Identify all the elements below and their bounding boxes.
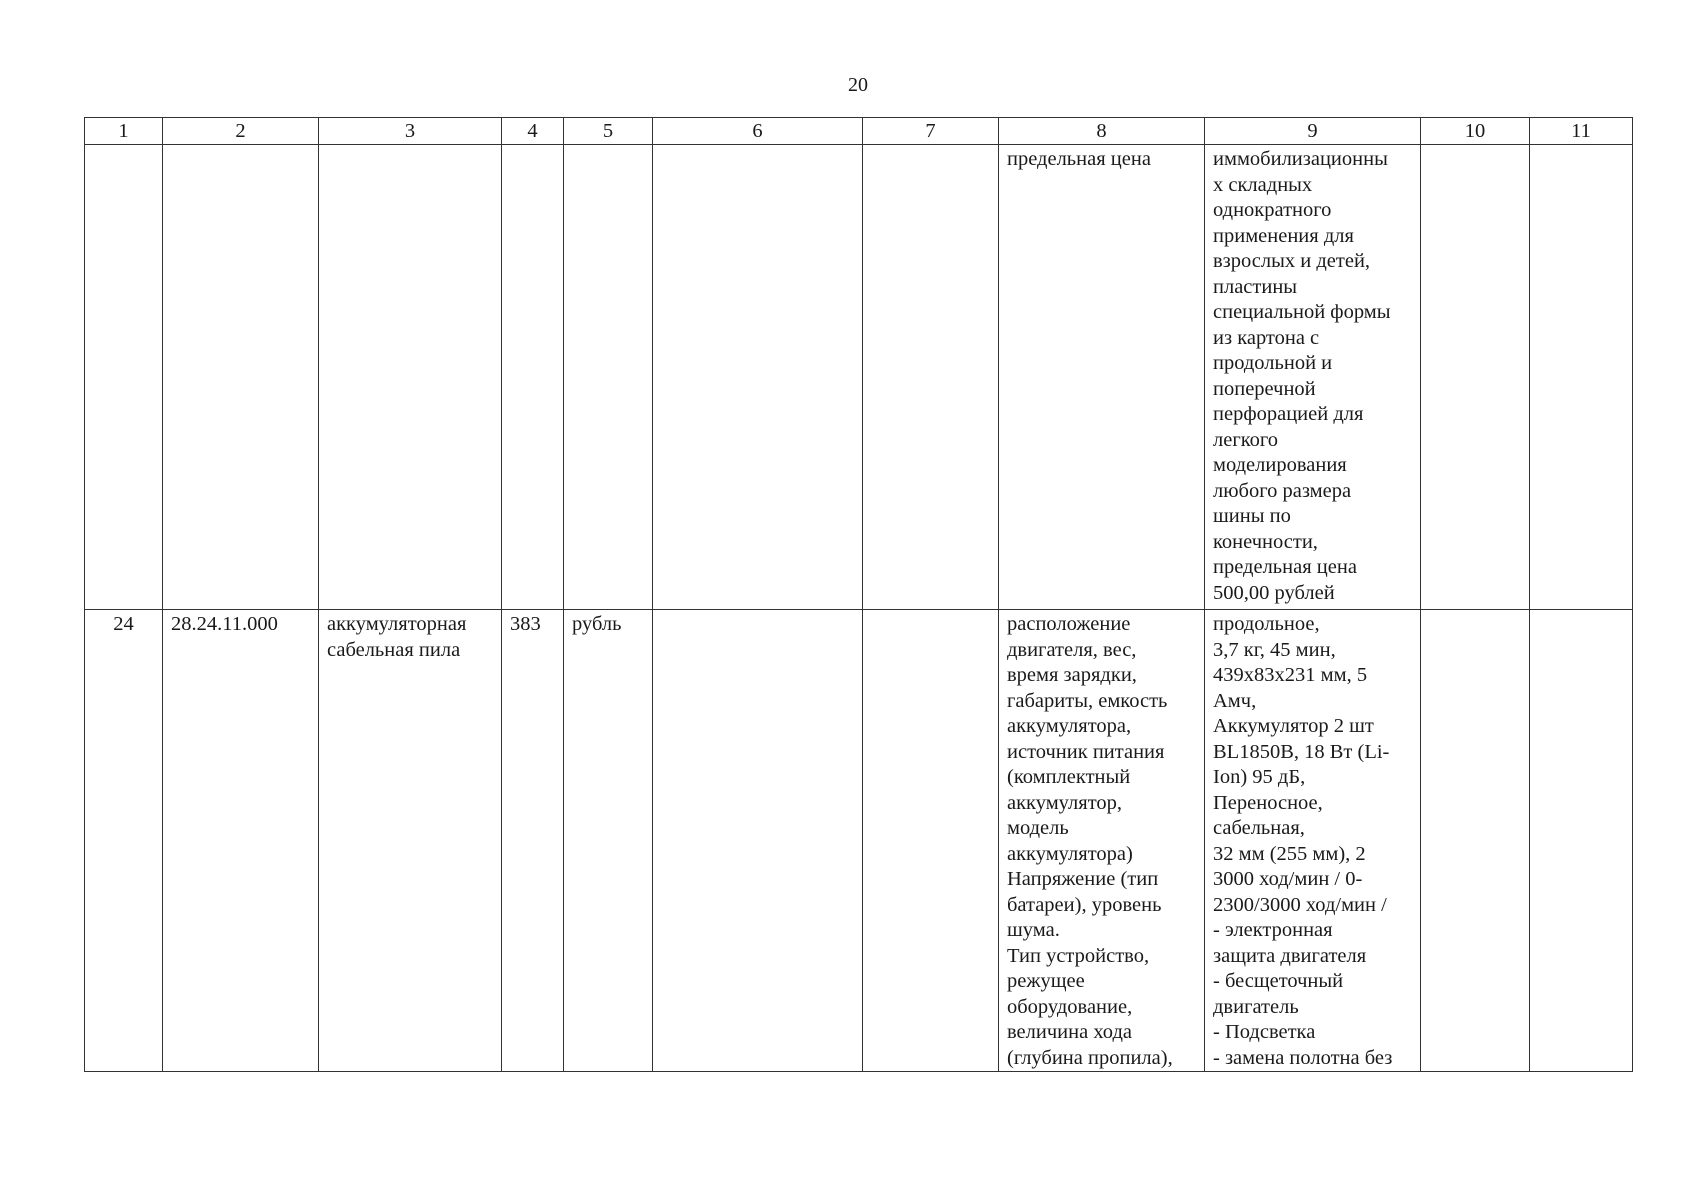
cell-characteristic-values <box>1205 145 1421 610</box>
header-col-5: 5 <box>564 118 653 145</box>
header-col-1: 1 <box>85 118 163 145</box>
text-line: 500,00 рублей <box>1213 581 1335 604</box>
text-line: величина хода <box>1007 1021 1132 1043</box>
cell-col10 <box>1421 610 1530 1072</box>
text-line: специальной формы <box>1213 301 1391 323</box>
specification-table <box>84 117 1633 1072</box>
text-line: пластины <box>1213 275 1298 298</box>
text-line: Амч, <box>1213 689 1257 712</box>
text-line: однократного <box>1213 199 1332 221</box>
header-col-7: 7 <box>863 118 999 145</box>
text-line: шины по <box>1213 505 1291 527</box>
text-line: х складных <box>1213 173 1313 196</box>
cell-code <box>163 145 319 610</box>
header-col-8: 8 <box>999 118 1205 145</box>
text-line: Аккумулятор 2 шт <box>1213 715 1374 737</box>
text-line: сабельная, <box>1213 817 1305 839</box>
text-line: продольной и <box>1213 352 1333 374</box>
text-line: батареи), уровень <box>1007 893 1162 916</box>
header-row <box>85 118 1633 145</box>
cell-row-number <box>85 145 163 610</box>
cell-characteristic-values <box>1205 610 1421 1072</box>
text-line: из картона с <box>1213 326 1320 349</box>
text-line: конечности, <box>1213 530 1318 553</box>
text-line: 32 мм (255 мм), 2 <box>1213 842 1366 865</box>
header-col-9: 9 <box>1205 118 1421 145</box>
text-line: оборудование, <box>1007 995 1133 1018</box>
text-line: применения для <box>1213 224 1354 247</box>
text-line: расположение <box>1007 613 1131 635</box>
text-line: 439x83x231 мм, 5 <box>1213 664 1368 686</box>
text-line: 2300/3000 ход/мин / <box>1213 893 1387 916</box>
cell-col6 <box>653 145 863 610</box>
text-line: Переносное, <box>1213 791 1323 814</box>
text-line: защита двигателя <box>1213 944 1367 967</box>
cell-col10 <box>1421 145 1530 610</box>
cell-col7 <box>863 610 999 1072</box>
text-line: источник питания <box>1007 740 1165 763</box>
text-line: - замена полотна без <box>1213 1046 1393 1069</box>
text-line: (глубина пропила), <box>1007 1046 1173 1069</box>
text-line: предельная цена <box>1007 148 1151 170</box>
cell-unit-code: 383 <box>502 610 564 1072</box>
header-col-10: 10 <box>1421 118 1530 145</box>
cell-characteristics <box>999 610 1205 1072</box>
text-line: любого размера <box>1213 479 1352 502</box>
text-line: (комплектный <box>1007 766 1131 788</box>
header-col-4: 4 <box>502 118 564 145</box>
text-line: аккумулятора, <box>1007 715 1132 737</box>
cell-col11 <box>1530 610 1633 1072</box>
text-line: габариты, емкость <box>1007 689 1168 712</box>
text-line: двигателя, вес, <box>1007 638 1137 661</box>
cell-unit-code <box>502 145 564 610</box>
cell-unit <box>564 145 653 610</box>
text-line: иммобилизационны <box>1213 148 1388 170</box>
text-line: моделирования <box>1213 454 1347 476</box>
cell-characteristics <box>999 145 1205 610</box>
text-line: продольное, <box>1213 613 1320 635</box>
cell-code: 28.24.11.000 <box>163 610 319 1072</box>
text-line: Ion) 95 дБ, <box>1213 766 1306 788</box>
text-line: Напряжение (тип <box>1007 868 1159 890</box>
text-line: - бесщеточный <box>1213 970 1344 992</box>
text-line: предельная цена <box>1213 556 1357 578</box>
text-line: режущее <box>1007 970 1085 992</box>
header-col-6: 6 <box>653 118 863 145</box>
header-col-3: 3 <box>319 118 502 145</box>
text-line: 3,7 кг, 45 мин, <box>1213 638 1336 661</box>
text-line: время зарядки, <box>1007 664 1137 686</box>
cell-col11 <box>1530 145 1633 610</box>
text-line: аккумулятор, <box>1007 791 1123 814</box>
text-line: BL1850B, 18 Вт (Li- <box>1213 740 1390 763</box>
text-line: 3000 ход/мин / 0- <box>1213 868 1363 890</box>
header-col-2: 2 <box>163 118 319 145</box>
text-line: легкого <box>1213 428 1279 451</box>
text-line: сабельная пила <box>327 638 461 661</box>
text-line: перфорацией для <box>1213 403 1364 425</box>
cell-row-number: 24 <box>85 610 163 1072</box>
text-line: - Подсветка <box>1213 1021 1316 1043</box>
table-row-continuation <box>85 145 1633 610</box>
text-line: - электронная <box>1213 919 1333 941</box>
text-line: взрослых и детей, <box>1213 250 1371 272</box>
text-line: аккумуляторная <box>327 613 467 635</box>
cell-col6 <box>653 610 863 1072</box>
table-row-24 <box>85 610 1633 1072</box>
text-line: двигатель <box>1213 995 1299 1018</box>
cell-unit: рубль <box>564 610 653 1072</box>
text-line: шума. <box>1007 919 1060 941</box>
page-number: 20 <box>848 74 868 96</box>
text-line: Тип устройство, <box>1007 944 1150 967</box>
header-col-11: 11 <box>1530 118 1633 145</box>
text-line: поперечной <box>1213 377 1316 400</box>
text-line: аккумулятора) <box>1007 842 1133 865</box>
cell-name <box>319 610 502 1072</box>
cell-name <box>319 145 502 610</box>
cell-col7 <box>863 145 999 610</box>
text-line: модель <box>1007 817 1069 839</box>
